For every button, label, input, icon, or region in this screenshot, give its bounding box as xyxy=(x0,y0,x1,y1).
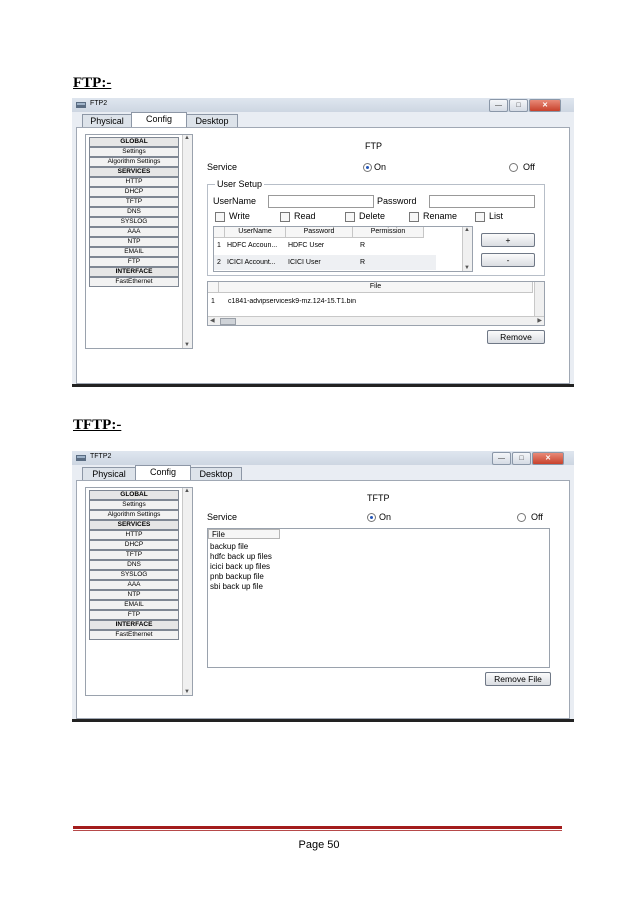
file-table-corner xyxy=(208,282,219,293)
minimize-button[interactable]: — xyxy=(489,99,508,112)
service-on-label: On xyxy=(374,162,387,172)
file-list-header[interactable]: File xyxy=(208,529,280,539)
scroll-up-icon[interactable]: ▲ xyxy=(184,488,190,494)
add-user-button[interactable]: + xyxy=(481,233,535,247)
row-username: HDFC Accoun... xyxy=(227,242,278,249)
service-on-radio[interactable] xyxy=(367,513,376,522)
sidebar-item-tftp[interactable]: TFTP xyxy=(89,550,179,560)
row-filename: c1841-advipservicesk9-mz.124-15.T1.bin xyxy=(228,298,357,305)
sidebar-item-ntp[interactable]: NTP xyxy=(89,590,179,600)
tab-config[interactable]: Config xyxy=(135,465,191,481)
sidebar-item-global[interactable]: GLOBAL xyxy=(89,137,179,147)
scroll-up-icon[interactable]: ▲ xyxy=(464,227,470,233)
sidebar-item-settings[interactable]: Settings xyxy=(89,147,179,157)
ftp-window xyxy=(72,98,574,387)
sidebar-item-syslog[interactable]: SYSLOG xyxy=(89,217,179,227)
service-on-radio[interactable] xyxy=(363,163,372,172)
list-checkbox[interactable] xyxy=(475,212,485,222)
list-item[interactable]: icici back up files xyxy=(210,562,271,571)
list-item[interactable]: hdfc back up files xyxy=(210,552,272,561)
sidebar-item-email[interactable]: EMAIL xyxy=(89,247,179,257)
sidebar-item-http[interactable]: HTTP xyxy=(89,530,179,540)
table-row[interactable] xyxy=(214,238,436,254)
user-table-scrollbar[interactable] xyxy=(462,227,472,271)
write-checkbox[interactable] xyxy=(215,212,225,222)
username-label: UserName xyxy=(213,196,257,206)
list-item[interactable]: pnb backup file xyxy=(210,572,264,581)
table-row[interactable] xyxy=(208,293,534,308)
config-panel xyxy=(76,480,570,719)
service-on-label: On xyxy=(379,512,392,522)
password-input[interactable] xyxy=(429,195,535,208)
app-icon xyxy=(76,454,86,462)
service-off-radio[interactable] xyxy=(517,513,526,522)
scroll-down-icon[interactable]: ▼ xyxy=(184,689,190,695)
tab-physical[interactable]: Physical xyxy=(82,467,136,481)
service-off-radio[interactable] xyxy=(509,163,518,172)
rename-checkbox[interactable] xyxy=(409,212,419,222)
scroll-down-icon[interactable]: ▼ xyxy=(184,342,190,348)
tab-config[interactable]: Config xyxy=(131,112,187,128)
sidebar-item-dhcp[interactable]: DHCP xyxy=(89,540,179,550)
sidebar-item-tftp[interactable]: TFTP xyxy=(89,197,179,207)
delete-label: Delete xyxy=(359,211,386,221)
minimize-button[interactable]: — xyxy=(492,452,511,465)
scroll-right-icon[interactable]: ▶ xyxy=(537,318,542,324)
row-number: 1 xyxy=(211,298,215,305)
app-icon xyxy=(76,101,86,109)
service-off-label: Off xyxy=(531,512,543,522)
user-table-corner xyxy=(214,227,225,238)
sidebar-item-aaa[interactable]: AAA xyxy=(89,227,179,237)
footer-rule-thin xyxy=(73,830,562,831)
maximize-button[interactable]: □ xyxy=(512,452,531,465)
remove-user-button[interactable]: - xyxy=(481,253,535,267)
list-label: List xyxy=(489,211,504,221)
sidebar-item-email[interactable]: EMAIL xyxy=(89,600,179,610)
sidebar-item-interface[interactable]: INTERFACE xyxy=(89,267,179,277)
config-panel xyxy=(76,127,570,384)
ftp-heading: FTP:- xyxy=(73,75,112,91)
sidebar-item-global[interactable]: GLOBAL xyxy=(89,490,179,500)
sidebar-item-dhcp[interactable]: DHCP xyxy=(89,187,179,197)
close-button[interactable]: ✕ xyxy=(532,452,564,465)
remove-button[interactable]: Remove xyxy=(487,330,545,344)
user-table xyxy=(213,226,473,272)
sidebar-item-algorithm-settings[interactable]: Algorithm Settings xyxy=(89,157,179,167)
write-label: Write xyxy=(229,211,250,221)
service-label: Service xyxy=(207,162,238,172)
rename-label: Rename xyxy=(423,211,458,221)
tftp-titlebar xyxy=(72,451,574,465)
scroll-up-icon[interactable]: ▲ xyxy=(184,135,190,141)
page-number: Page 50 xyxy=(298,839,340,851)
sidebar-item-http[interactable]: HTTP xyxy=(89,177,179,187)
file-table-hscrollbar[interactable] xyxy=(208,316,544,325)
sidebar-item-syslog[interactable]: SYSLOG xyxy=(89,570,179,580)
delete-checkbox[interactable] xyxy=(345,212,355,222)
tftp-heading: TFTP:- xyxy=(73,417,122,433)
tftp-window xyxy=(72,451,574,722)
table-row[interactable] xyxy=(214,255,436,270)
user-setup-label: User Setup xyxy=(217,179,263,189)
scroll-down-icon[interactable]: ▼ xyxy=(464,265,470,271)
user-table-header-permission[interactable]: Permission xyxy=(353,227,424,238)
scroll-thumb[interactable] xyxy=(220,318,236,325)
sidebar-item-algorithm-settings[interactable]: Algorithm Settings xyxy=(89,510,179,520)
username-input[interactable] xyxy=(268,195,374,208)
row-number: 2 xyxy=(217,259,221,266)
footer-rule xyxy=(73,826,562,829)
user-table-header-password[interactable]: Password xyxy=(286,227,353,238)
password-label: Password xyxy=(377,196,417,206)
sidebar-item-settings[interactable]: Settings xyxy=(89,500,179,510)
sidebar-scrollbar[interactable] xyxy=(182,488,192,695)
file-table xyxy=(207,281,545,326)
row-permission: R xyxy=(360,242,366,249)
sidebar-item-ftp[interactable]: FTP xyxy=(89,257,179,267)
sidebar-item-services[interactable]: SERVICES xyxy=(89,520,179,530)
sidebar-item-dns[interactable]: DNS xyxy=(89,207,179,217)
read-checkbox[interactable] xyxy=(280,212,290,222)
remove-file-button[interactable]: Remove File xyxy=(485,672,551,686)
window-title: FTP2 xyxy=(90,100,108,107)
sidebar-item-interface[interactable]: INTERFACE xyxy=(89,620,179,630)
sidebar xyxy=(85,134,193,349)
panel-title: FTP xyxy=(365,141,382,151)
row-password: ICICI User xyxy=(288,259,321,266)
file-table-header[interactable]: File xyxy=(219,282,533,293)
service-label: Service xyxy=(207,512,238,522)
row-username: ICICI Account... xyxy=(227,259,276,266)
panel-title: TFTP xyxy=(367,493,390,503)
sidebar-item-dns[interactable]: DNS xyxy=(89,560,179,570)
window-title: TFTP2 xyxy=(90,453,112,460)
scroll-left-icon[interactable]: ◀ xyxy=(210,318,215,324)
sidebar-scrollbar[interactable] xyxy=(182,135,192,348)
file-table-vscrollbar[interactable] xyxy=(534,282,544,317)
list-item[interactable]: backup file xyxy=(210,542,249,551)
row-number: 1 xyxy=(217,242,221,249)
tab-desktop[interactable]: Desktop xyxy=(186,114,238,128)
sidebar-item-services[interactable]: SERVICES xyxy=(89,167,179,177)
sidebar-item-ntp[interactable]: NTP xyxy=(89,237,179,247)
row-password: HDFC User xyxy=(288,242,325,249)
tab-physical[interactable]: Physical xyxy=(82,114,132,128)
close-button[interactable]: ✕ xyxy=(529,99,561,112)
sidebar-item-ftp[interactable]: FTP xyxy=(89,610,179,620)
tab-desktop[interactable]: Desktop xyxy=(190,467,242,481)
row-permission: R xyxy=(360,259,366,266)
sidebar-item-fastethernet[interactable]: FastEthernet xyxy=(89,630,179,640)
list-item[interactable]: sbi back up file xyxy=(210,582,263,591)
read-label: Read xyxy=(294,211,316,221)
ftp-titlebar xyxy=(72,98,574,112)
sidebar-item-aaa[interactable]: AAA xyxy=(89,580,179,590)
maximize-button[interactable]: □ xyxy=(509,99,528,112)
tftp-file-list xyxy=(207,528,550,668)
user-table-header-username[interactable]: UserName xyxy=(225,227,286,238)
sidebar xyxy=(85,487,193,696)
sidebar-item-fastethernet[interactable]: FastEthernet xyxy=(89,277,179,287)
service-off-label: Off xyxy=(523,162,535,172)
